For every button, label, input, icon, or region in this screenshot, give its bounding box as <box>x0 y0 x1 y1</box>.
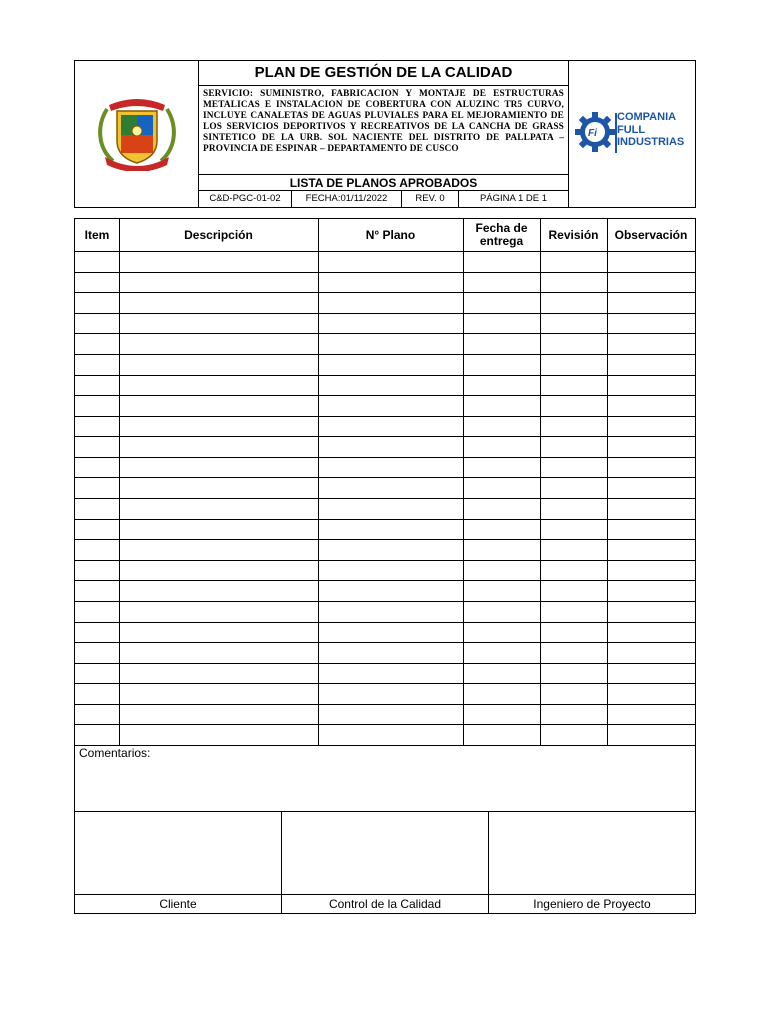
meta-row <box>199 191 568 207</box>
gear-logo-icon <box>575 111 615 153</box>
company-name-line: FULL <box>617 123 646 136</box>
comments-label: Comentarios: <box>79 746 151 760</box>
table-row <box>75 457 695 458</box>
document-header <box>74 60 696 208</box>
column-header-observation: Observación <box>614 227 688 242</box>
plans-table <box>74 218 696 746</box>
municipal-logo-cell <box>75 61 199 207</box>
signature-label: Ingeniero de Proyecto <box>489 894 695 913</box>
signature-section <box>74 811 696 914</box>
service-description: SERVICIO: SUMINISTRO, FABRICACION Y MONTAJE DE ESTRUCTURAS METALICAS E INSTALACION DE COBERTURA CON ALUZINC TR5 CURVO, INCLUYE CANALETAS DE AGUAS PLUVIALES PARA EL MEJORAMIENTO DE LOS SERVICIOS DEPORTIVOS Y RECREATIVOS DE LA CANCHA DE GRASS SINTETICO DE LA URB. SOL NACIENTE DEL DISTRITO DE PALLPATA – PROVINCIA DE ESPINAR – DEPARTAMENTO DE CUSCO <box>199 86 568 175</box>
table-row <box>75 663 695 664</box>
table-row <box>75 375 695 376</box>
table-row <box>75 354 695 355</box>
column-header-description: Descripción <box>184 227 253 242</box>
column-header-item: Item <box>84 227 110 242</box>
table-row <box>75 519 695 520</box>
table-row <box>75 313 695 314</box>
company-logo-cell <box>568 61 695 207</box>
column-divider <box>540 219 541 745</box>
table-row <box>75 251 695 252</box>
table-row <box>75 272 695 273</box>
document-subtitle: LISTA DE PLANOS APROBADOS <box>199 175 568 191</box>
document-page: PÁGINA 1 DE 1 <box>479 193 548 204</box>
signature-label: Cliente <box>75 894 281 913</box>
document-code: C&D-PGC-01-02 <box>199 191 292 207</box>
table-row <box>75 580 695 581</box>
table-row <box>75 477 695 478</box>
comments-box[interactable] <box>74 746 696 812</box>
document-date: FECHA:01/11/2022 <box>292 191 402 207</box>
table-row <box>75 704 695 705</box>
table-row <box>75 436 695 437</box>
column-header-plan-number: N° Plano <box>365 227 416 242</box>
table-row <box>75 539 695 540</box>
table-row <box>75 724 695 725</box>
table-row <box>75 560 695 561</box>
column-header-delivery-date: Fecha de entrega <box>475 221 528 248</box>
column-divider <box>463 219 464 745</box>
column-header-revision: Revisión <box>548 227 599 242</box>
column-divider <box>607 219 608 745</box>
company-name-line: COMPANIA <box>617 111 677 123</box>
table-row <box>75 395 695 396</box>
municipal-crest-icon <box>95 95 179 171</box>
table-row <box>75 498 695 499</box>
signature-cell-project-engineer[interactable] <box>489 812 695 913</box>
signature-label: Control de la Calidad <box>282 894 488 913</box>
table-row <box>75 622 695 623</box>
logo-monogram: Fi <box>588 128 597 139</box>
table-row <box>75 601 695 602</box>
table-row <box>75 642 695 643</box>
company-name <box>617 111 684 149</box>
column-divider <box>318 219 319 745</box>
page-title: PLAN DE GESTIÓN DE LA CALIDAD <box>199 61 568 86</box>
signature-cell-client[interactable] <box>75 812 282 913</box>
table-row <box>75 292 695 293</box>
signature-cell-quality-control[interactable] <box>282 812 489 913</box>
column-divider <box>119 219 120 745</box>
document-revision: REV. 0 <box>402 191 459 207</box>
table-row <box>75 683 695 684</box>
header-center <box>199 61 568 207</box>
table-row <box>75 333 695 334</box>
table-row <box>75 416 695 417</box>
company-name-line: INDUSTRIAS <box>617 136 685 148</box>
